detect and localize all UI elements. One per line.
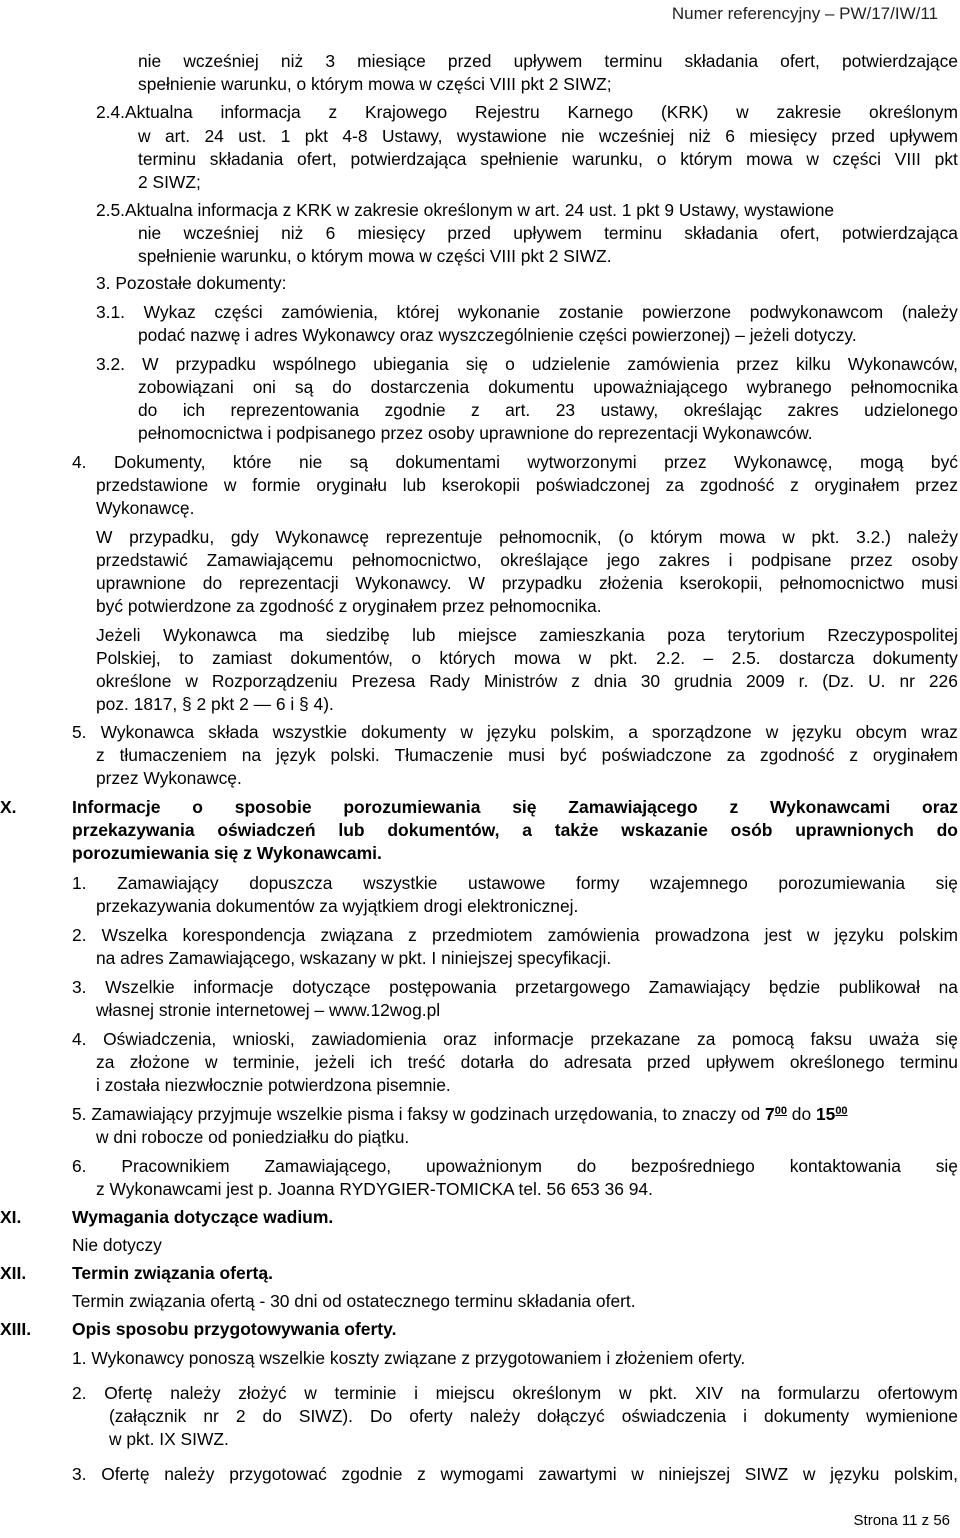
- text-line: do ich reprezentowania zgodnie z art. 23 ustawy, określając zakres udzielonego: [138, 400, 958, 420]
- text-line: (załącznik nr 2 do SIWZ). Do oferty należy dołączyć oświadczenia i dokumenty wymienione: [109, 1406, 958, 1426]
- section-heading-line: Informacje o sposobie porozumiewania się Zamawiającego z Wykonawcami oraz: [72, 797, 958, 817]
- text-line: spełnienie warunku, o którym mowa w części VIII pkt 2 SIWZ;: [138, 74, 612, 94]
- text-line: 3.1. Wykaz części zamówienia, której wykonanie zostanie powierzone podwykonawcom (należy: [96, 302, 958, 322]
- text-line: własnej stronie internetowej – www.12wog.pl: [96, 1000, 441, 1020]
- text-line: poz. 1817, § 2 pkt 2 — 6 i § 4).: [96, 694, 334, 714]
- text-line: 2. Wszelka korespondencja związana z przedmiotem zamówienia prowadzona jest w języku polskim: [72, 925, 958, 945]
- text-line: w pkt. IX SIWZ.: [109, 1429, 229, 1449]
- text-line: 4. Dokumenty, które nie są dokumentami wytworzonymi przez Wykonawcę, mogą być: [72, 452, 958, 472]
- text-line: podać nazwę i adres Wykonawcy oraz wyszczególnienie części powierzonej) – jeżeli dotyczy.: [138, 325, 857, 345]
- text-line: pełnomocnictwa i podpisanego przez osoby uprawnione do reprezentacji Wykonawców.: [138, 423, 813, 443]
- text-line: nie wcześniej niż 3 miesiące przed upływem terminu składania ofert, potwierdzające: [138, 51, 958, 71]
- text-line: 4. Oświadczenia, wnioski, zawiadomienia oraz informacje przekazane za pomocą faksu uważa się: [72, 1029, 958, 1049]
- text-line: uprawnione do reprezentacji Wykonawcy. W przypadku złożenia kserokopii, pełnomocnictwo musi: [96, 573, 958, 593]
- text-line: z tłumaczeniem na język polski. Tłumaczenie musi być poświadczone za zgodność z oryginałem: [96, 745, 958, 765]
- section-heading-line: XI.: [0, 1207, 22, 1227]
- text-line: 2 SIWZ;: [138, 172, 201, 192]
- text-line: 1. Zamawiający dopuszcza wszystkie ustawowe formy wzajemnego porozumiewania się: [72, 873, 958, 893]
- text-line: określone w Rozporządzeniu Prezesa Rady Ministrów z dnia 30 grudnia 2009 r. (Dz. U. nr 226: [96, 671, 958, 691]
- text-line: Polskiej, to zamiast dokumentów, o których mowa w pkt. 2.2. – 2.5. dostarcza dokumenty: [96, 648, 958, 668]
- reference-number: Numer referencyjny – PW/17/IW/11: [671, 4, 938, 23]
- text-line: Nie dotyczy: [72, 1235, 162, 1255]
- text-line: 2.4.Aktualna informacja z Krajowego Rejestru Karnego (KRK) w zakresie określonym: [96, 102, 958, 122]
- text-line: 3. Pozostałe dokumenty:: [96, 273, 287, 293]
- text-line: przez Wykonawcę.: [96, 768, 242, 788]
- text-line: 2. Ofertę należy złożyć w terminie i miejscu określonym w pkt. XIV na formularzu ofertowym: [72, 1383, 958, 1403]
- section-heading-line: X.: [0, 797, 17, 817]
- section-heading-line: Opis sposobu przygotowywania oferty.: [72, 1319, 397, 1339]
- text-line: 3. Ofertę należy przygotować zgodnie z wymogami zawartymi w niniejszej SIWZ w języku polskim,: [72, 1464, 958, 1484]
- text-line: przekazywania dokumentów za wyjątkiem drogi elektronicznej.: [96, 896, 579, 916]
- text-line: Termin związania ofertą - 30 dni od ostatecznego terminu składania ofert.: [72, 1291, 636, 1311]
- text-line: przedstawić Zamawiającemu pełnomocnictwo, określające jego zakres i podpisane przez osoby: [96, 550, 958, 570]
- text-line: 3.2. W przypadku wspólnego ubiegania się o udzielenie zamówienia przez kilku Wykonawców,: [96, 354, 958, 374]
- text-line: na adres Zamawiającego, wskazany w pkt. I niniejszej specyfikacji.: [96, 948, 612, 968]
- section-heading-line: Wymagania dotyczące wadium.: [72, 1207, 334, 1227]
- text-line: Jeżeli Wykonawca ma siedzibę lub miejsce zamieszkania poza terytorium Rzeczypospolitej: [96, 625, 958, 645]
- text-line: W przypadku, gdy Wykonawcę reprezentuje pełnomocnik, (o którym mowa w pkt. 3.2.) należy: [96, 527, 958, 547]
- text-line: 1. Wykonawcy ponoszą wszelkie koszty związane z przygotowaniem i złożeniem oferty.: [72, 1348, 746, 1368]
- page-number: Strona 11 z 56: [853, 1512, 950, 1529]
- text-line: nie wcześniej niż 6 miesięcy przed upływem terminu składania ofert, potwierdzająca: [138, 223, 958, 243]
- text-line: przedstawione w formie oryginału lub kserokopii poświadczonej za zgodność z oryginałem przez: [96, 475, 958, 495]
- text-line: być potwierdzone za zgodność z oryginałem przez pełnomocnika.: [96, 596, 602, 616]
- section-heading-line: Termin związania ofertą.: [72, 1263, 273, 1283]
- text-line: z Wykonawcami jest p. Joanna RYDYGIER-TOMICKA tel. 56 653 36 94.: [96, 1179, 653, 1199]
- text-line: w art. 24 ust. 1 pkt 4-8 Ustawy, wystawione nie wcześniej niż 6 miesięcy przed upływem: [138, 126, 958, 146]
- text-line: spełnienie warunku, o którym mowa w części VIII pkt 2 SIWZ.: [138, 246, 612, 266]
- text-line: 2.5.Aktualna informacja z KRK w zakresie określonym w art. 24 ust. 1 pkt 9 Ustawy, wystawione: [96, 200, 835, 220]
- text-line: w dni robocze od poniedziałku do piątku.: [96, 1127, 410, 1147]
- text-line: 3. Wszelkie informacje dotyczące postępowania przetargowego Zamawiający będzie publikował na: [72, 977, 958, 997]
- text-line: 5. Zamawiający przyjmuje wszelkie pisma i faksy w godzinach urzędowania, to znaczy od $7^{00}$ do $15^{00}$: [72, 1104, 848, 1124]
- section-heading-line: przekazywania oświadczeń lub dokumentów, a także wskazanie osób uprawnionych do: [72, 820, 958, 840]
- section-heading-line: XIII.: [0, 1319, 32, 1339]
- text-line: 6. Pracownikiem Zamawiającego, upoważnionym do bezpośredniego kontaktowania się: [72, 1156, 958, 1176]
- text-line: Wykonawcę.: [96, 498, 195, 518]
- section-heading-line: XII.: [0, 1263, 27, 1283]
- text-line: 5. Wykonawca składa wszystkie dokumenty w języku polskim, a sporządzone w języku obcym wraz: [72, 722, 958, 742]
- text-line: zobowiązani oni są do dostarczenia dokumentu upoważniającego wybranego pełnomocnika: [138, 377, 958, 397]
- text-line: za złożone w terminie, jeżeli ich treść dotarła do adresata przed upływem określonego terminu: [96, 1052, 958, 1072]
- text-line: terminu składania ofert, potwierdzająca spełnienie warunku, o którym mowa w części VIII pkt: [138, 149, 958, 169]
- text-line: i została niezwłocznie potwierdzona pisemnie.: [96, 1075, 451, 1095]
- section-heading-line: porozumiewania się z Wykonawcami.: [72, 843, 382, 863]
